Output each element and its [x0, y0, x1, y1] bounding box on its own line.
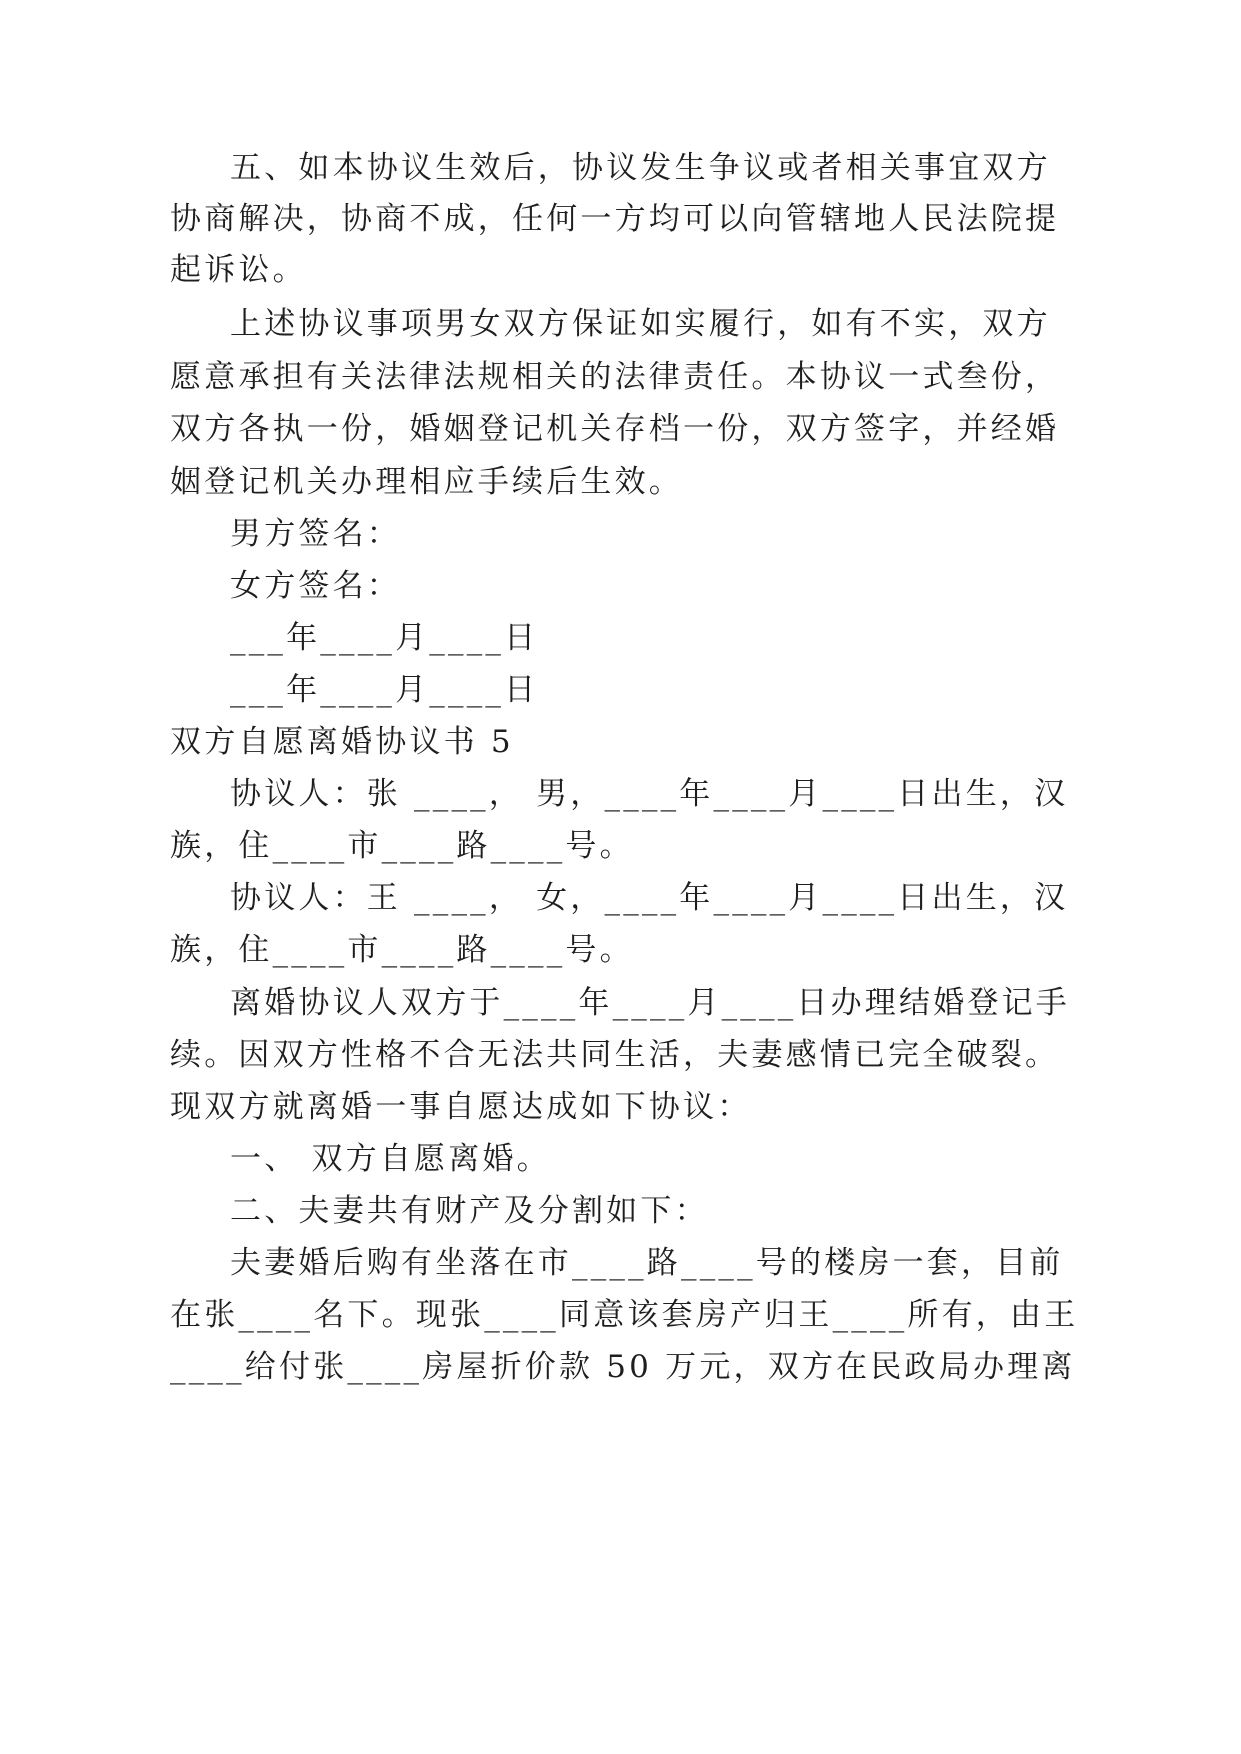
text-line: 续。因双方性格不合无法共同生活，夫妻感情已完全破裂。 — [170, 1037, 1060, 1073]
text-line: 男方签名： — [230, 516, 401, 552]
text-line: ___年____月____日 — [230, 672, 539, 708]
text-line: 起诉讼。 — [170, 252, 307, 288]
text-line: ___年____月____日 — [230, 620, 539, 656]
text-line: 夫妻婚后购有坐落在市____路____号的楼房一套，目前 — [230, 1245, 1064, 1281]
text-line: 二、夫妻共有财产及分割如下： — [230, 1193, 709, 1229]
text-line: 双方各执一份，婚姻登记机关存档一份，双方签字，并经婚 — [170, 411, 1060, 447]
text-line: 协议人：张 ____， 男，____年____月____日出生，汉 — [230, 776, 1069, 812]
text-line: 协商解决，协商不成，任何一方均可以向管辖地人民法院提 — [170, 201, 1060, 237]
text-line: ____给付张____房屋折价款 50 万元，双方在民政局办理离 — [170, 1349, 1076, 1385]
text-line: 族，住____市____路____号。 — [170, 932, 634, 968]
text-line: 在张____名下。现张____同意该套房产归王____所有，由王 — [170, 1297, 1079, 1333]
text-line: 五、如本协议生效后，协议发生争议或者相关事宜双方 — [230, 150, 1051, 186]
text-line: 女方签名： — [230, 568, 401, 604]
text-line: 协议人：王 ____， 女，____年____月____日出生，汉 — [230, 880, 1069, 916]
text-line: 上述协议事项男女双方保证如实履行，如有不实，双方 — [230, 306, 1051, 342]
text-line: 离婚协议人双方于____年____月____日办理结婚登记手 — [230, 985, 1070, 1021]
text-line: 愿意承担有关法律法规相关的法律责任。本协议一式叁份， — [170, 359, 1060, 395]
text-line: 一、 双方自愿离婚。 — [230, 1141, 551, 1177]
text-line: 双方自愿离婚协议书 5 — [170, 724, 514, 760]
text-line: 姻登记机关办理相应手续后生效。 — [170, 464, 683, 500]
text-line: 族，住____市____路____号。 — [170, 828, 634, 864]
text-line: 现双方就离婚一事自愿达成如下协议： — [170, 1089, 752, 1125]
